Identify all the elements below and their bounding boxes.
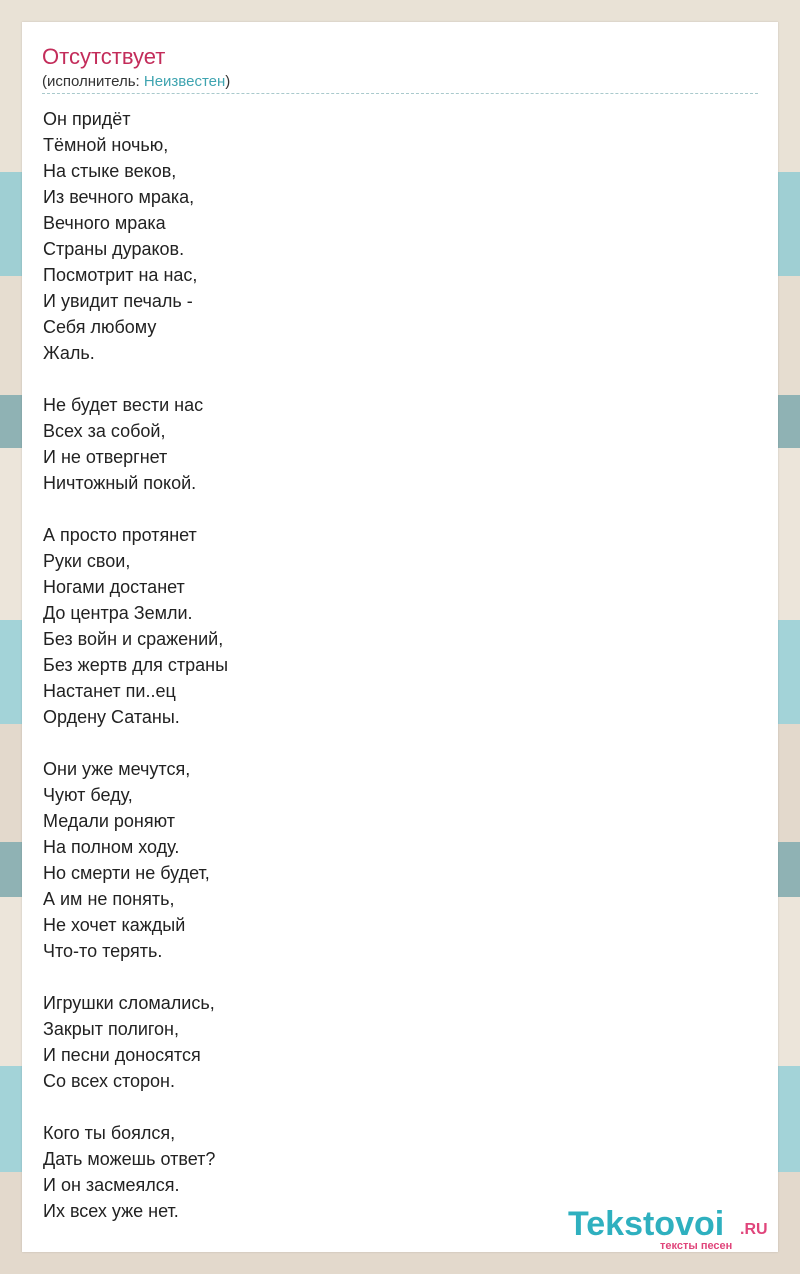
lyrics-line: Посмотрит на нас, (43, 265, 198, 285)
title-divider (42, 93, 758, 94)
lyrics-line: Из вечного мрака, (43, 187, 195, 207)
lyrics-line: Чуют беду, (43, 785, 133, 805)
lyrics-line: Медали роняют (43, 811, 175, 831)
lyrics-line: И он засмеялся. (43, 1175, 180, 1195)
lyrics-line: Руки свои, (43, 551, 131, 571)
lyrics-line: Кого ты боялся, (43, 1123, 176, 1143)
lyrics-line: И увидит печаль - (43, 291, 193, 311)
lyrics-line: Не хочет каждый (43, 915, 186, 935)
lyrics-line: Ордену Сатаны. (43, 707, 180, 727)
lyrics-stanza (43, 392, 228, 496)
lyrics-line: Всех за собой, (43, 421, 166, 441)
lyrics-line: Себя любому (43, 317, 157, 337)
lyrics-stanza (43, 1120, 228, 1224)
lyrics-line: Но смерти не будет, (43, 863, 210, 883)
lyrics-line: Тёмной ночью, (43, 135, 169, 155)
lyrics-line: Вечного мрака (43, 213, 166, 233)
lyrics-stanza (43, 990, 228, 1094)
lyrics-line: Их всех уже нет. (43, 1201, 179, 1221)
lyrics-stanza (43, 522, 228, 730)
lyrics-line: Закрыт полигон, (43, 1019, 179, 1039)
logo-domain: .RU (740, 1221, 768, 1238)
lyrics-line: Ничтожный покой. (43, 473, 197, 493)
lyrics-stanza (43, 106, 228, 366)
lyrics-line: Игрушки сломались, (43, 993, 215, 1013)
lyrics-line: Настанет пи..ец (43, 681, 176, 701)
lyrics-line: И не отвергнет (43, 447, 168, 467)
lyrics-line: Без жертв для страны (43, 655, 229, 675)
lyrics-line: Ногами достанет (43, 577, 185, 597)
logo-tagline: тексты песен (660, 1240, 733, 1252)
lyrics-line: На стыке веков, (43, 161, 177, 181)
performer-prefix: (исполнитель: (42, 73, 144, 90)
lyrics-line: На полном ходу. (43, 837, 180, 857)
performer-suffix: ) (225, 73, 231, 90)
logo-brand: Tekstovoi (568, 1205, 725, 1243)
lyrics-text (43, 106, 228, 1224)
lyrics-line: Страны дураков. (43, 239, 185, 259)
lyrics-line: И песни доносятся (43, 1045, 201, 1065)
performer-line (42, 73, 230, 91)
song-title: Отсутствует (42, 44, 166, 69)
lyrics-line: Без войн и сражений, (43, 629, 224, 649)
lyrics-line: До центра Земли. (43, 603, 193, 623)
lyrics-line: Что-то терять. (43, 941, 163, 961)
lyrics-line: Не будет вести нас (43, 395, 204, 415)
lyrics-card (22, 22, 778, 1252)
lyrics-line: Со всех сторон. (43, 1071, 176, 1091)
lyrics-line: А им не понять, (43, 889, 175, 909)
lyrics-line: Жаль. (43, 343, 95, 363)
tekstovoi-logo (568, 1206, 778, 1254)
lyrics-line: Он придёт (43, 109, 131, 129)
lyrics-stanza (43, 756, 228, 964)
lyrics-line: Они уже мечутся, (43, 759, 191, 779)
lyrics-line: Дать можешь ответ? (43, 1149, 216, 1169)
performer-link[interactable]: Неизвестен (143, 73, 226, 90)
lyrics-line: А просто протянет (43, 525, 197, 545)
